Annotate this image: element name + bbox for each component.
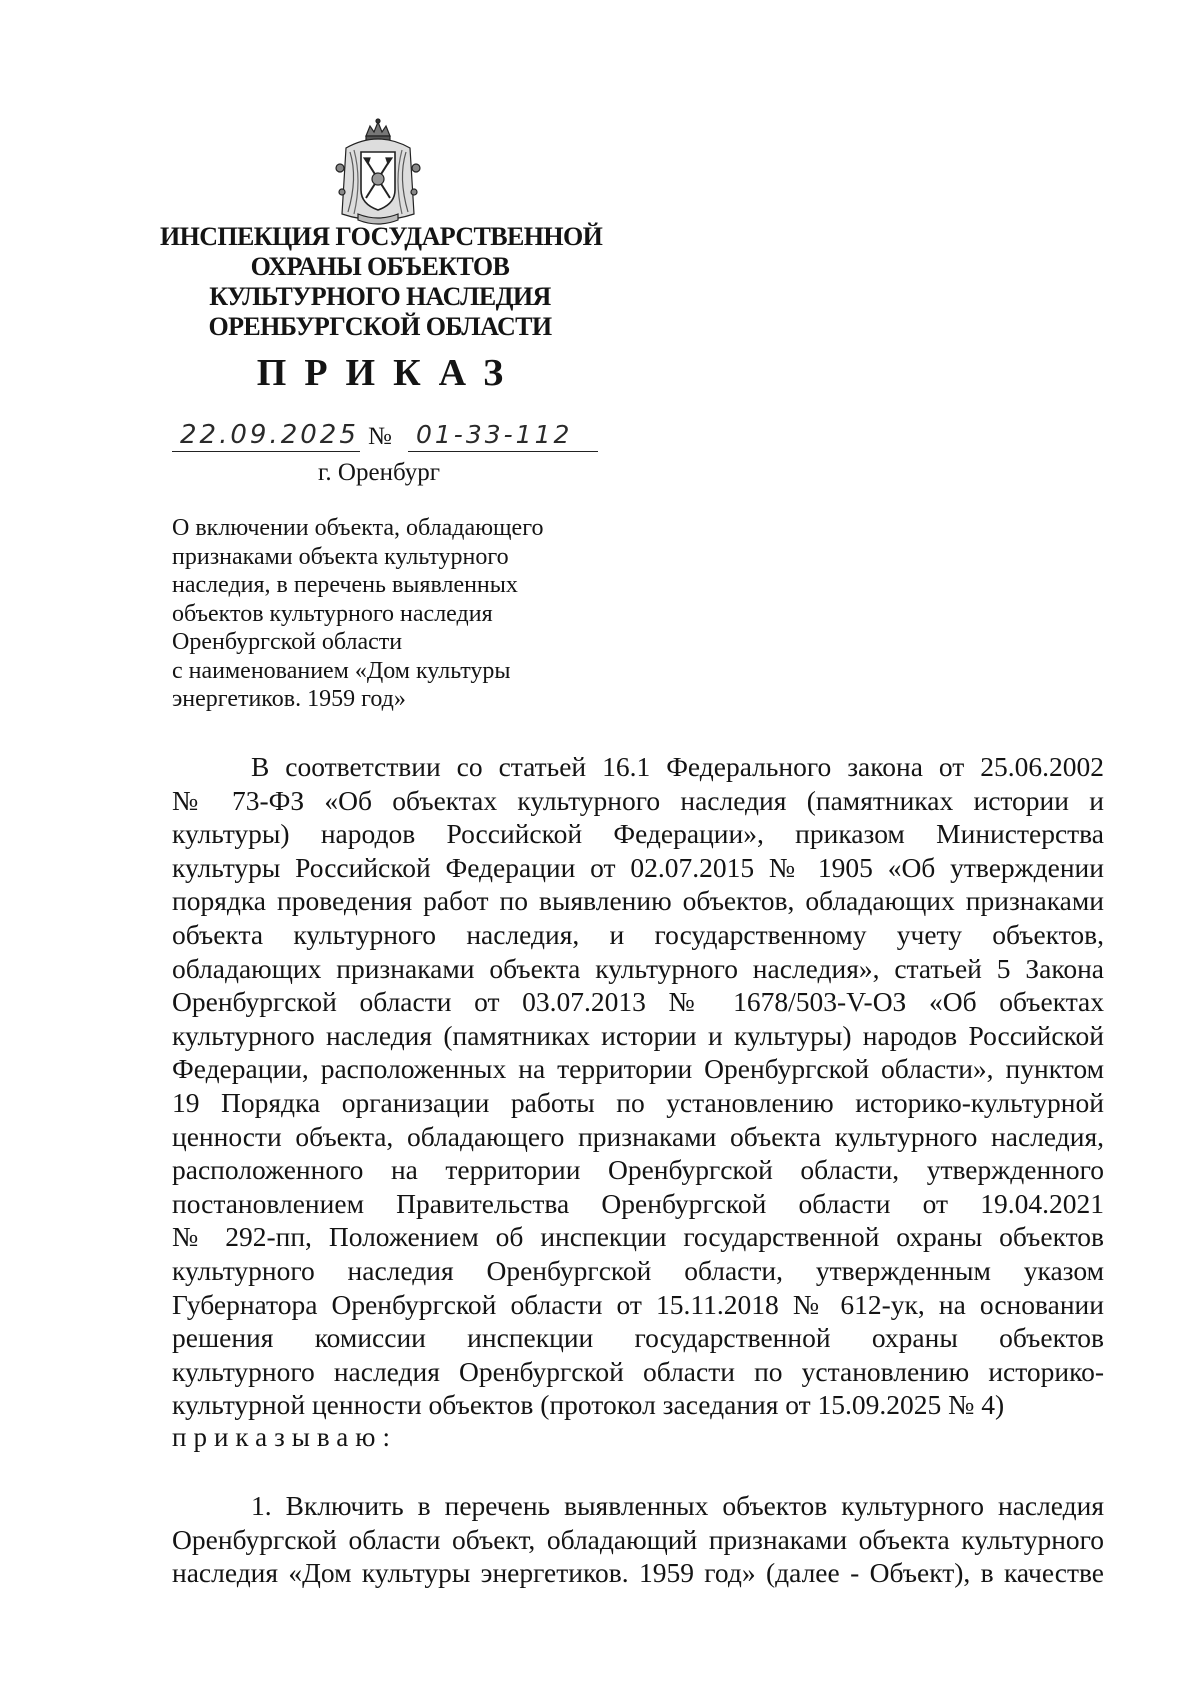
subject-line: с наименованием «Дом культуры xyxy=(172,657,511,684)
number-sign: № xyxy=(368,423,392,450)
preamble-line: культурной ценности объектов (протокол заседания от 15.09.2025 № 4) xyxy=(172,1389,1005,1421)
order-item-1 xyxy=(172,1489,1104,1590)
subject-block xyxy=(172,514,592,714)
preamble-line: Губернатора Оренбургской области от 15.11.2018 № 612-ук, на основании xyxy=(172,1288,1104,1320)
preamble-line: объекта культурного наследия, и государственному учету объектов, xyxy=(172,918,1104,950)
preamble-line: культурного наследия Оренбургской области по установлению историко- xyxy=(172,1355,1104,1387)
preamble-line: культурного наследия Оренбургской области, утвержденным указом xyxy=(172,1254,1104,1286)
preamble-line: решения комиссии инспекции государственной охраны объектов xyxy=(172,1322,1104,1354)
subject-line: энергетиков. 1959 год» xyxy=(172,686,406,712)
organization-name xyxy=(160,222,603,342)
preamble-line: постановлением Правительства Оренбургской области от 19.04.2021 xyxy=(172,1187,1104,1219)
preamble-line: ценности объекта, обладающего признаками объекта культурного наследия, xyxy=(172,1120,1104,1152)
preamble-line: культурного наследия (памятниках истории и культуры) народов Российской xyxy=(172,1019,1104,1051)
document-number: 01-33-112 xyxy=(408,420,598,452)
preamble-line: порядка проведения работ по выявлению объектов, обладающих признаками xyxy=(172,885,1104,917)
item-line: 1. Включить в перечень выявленных объектов культурного наследия xyxy=(251,1490,1104,1521)
preamble-line: № 73-ФЗ «Об объектах культурного наследия (памятниках истории и xyxy=(172,784,1104,816)
date-number-line xyxy=(172,420,592,454)
preamble-line: обладающих признаками объекта культурного наследия», статьей 5 Закона xyxy=(172,952,1104,984)
preamble-line: № 292-пп, Положением об инспекции государственной охраны объектов xyxy=(172,1221,1104,1253)
org-line: ИНСПЕКЦИЯ ГОСУДАРСТВЕННОЙ xyxy=(160,222,603,251)
subject-line: наследия, в перечень выявленных xyxy=(172,572,518,598)
subject-line: Оренбургской области xyxy=(172,629,403,655)
document-date: 22.09.2025 xyxy=(172,420,360,452)
document-type-title: ПРИКАЗ xyxy=(256,352,522,394)
preamble-line: расположенного на территории Оренбургской области, утвержденного xyxy=(172,1154,1104,1186)
city-label: г. Оренбург xyxy=(318,459,440,486)
subject-line: объектов культурного наследия xyxy=(172,600,493,627)
item-line: Оренбургской области объект, обладающий признаками объекта культурного xyxy=(172,1523,1104,1555)
item-line: наследия «Дом культуры энергетиков. 1959 год» (далее - Объект), в качестве xyxy=(172,1557,1104,1589)
org-line: ОРЕНБУРГСКОЙ ОБЛАСТИ xyxy=(208,312,552,341)
coat-of-arms-emblem xyxy=(328,118,428,230)
preamble-paragraph xyxy=(172,750,1104,1422)
subject-line: признаками объекта культурного xyxy=(172,543,509,570)
preamble-line: культуры Российской Федерации от 02.07.2015 № 1905 «Об утверждении xyxy=(172,851,1104,883)
subject-line: О включении объекта, обладающего xyxy=(172,515,544,541)
org-line: КУЛЬТУРНОГО НАСЛЕДИЯ xyxy=(209,282,551,311)
preamble-line: Оренбургской области от 03.07.2013 № 1678/503-V-ОЗ «Об объектах xyxy=(172,986,1104,1018)
orders-keyword: приказываю: xyxy=(172,1422,397,1452)
preamble-line: культуры) народов Российской Федерации», приказом Министерства xyxy=(172,818,1104,850)
preamble-line: В соответствии со статьей 16.1 Федерального закона от 25.06.2002 xyxy=(251,751,1104,782)
org-line: ОХРАНЫ ОБЪЕКТОВ xyxy=(250,252,510,281)
preamble-line: Федерации, расположенных на территории Оренбургской области», пунктом xyxy=(172,1053,1104,1085)
preamble-line: 19 Порядка организации работы по установлению историко-культурной xyxy=(172,1086,1104,1118)
